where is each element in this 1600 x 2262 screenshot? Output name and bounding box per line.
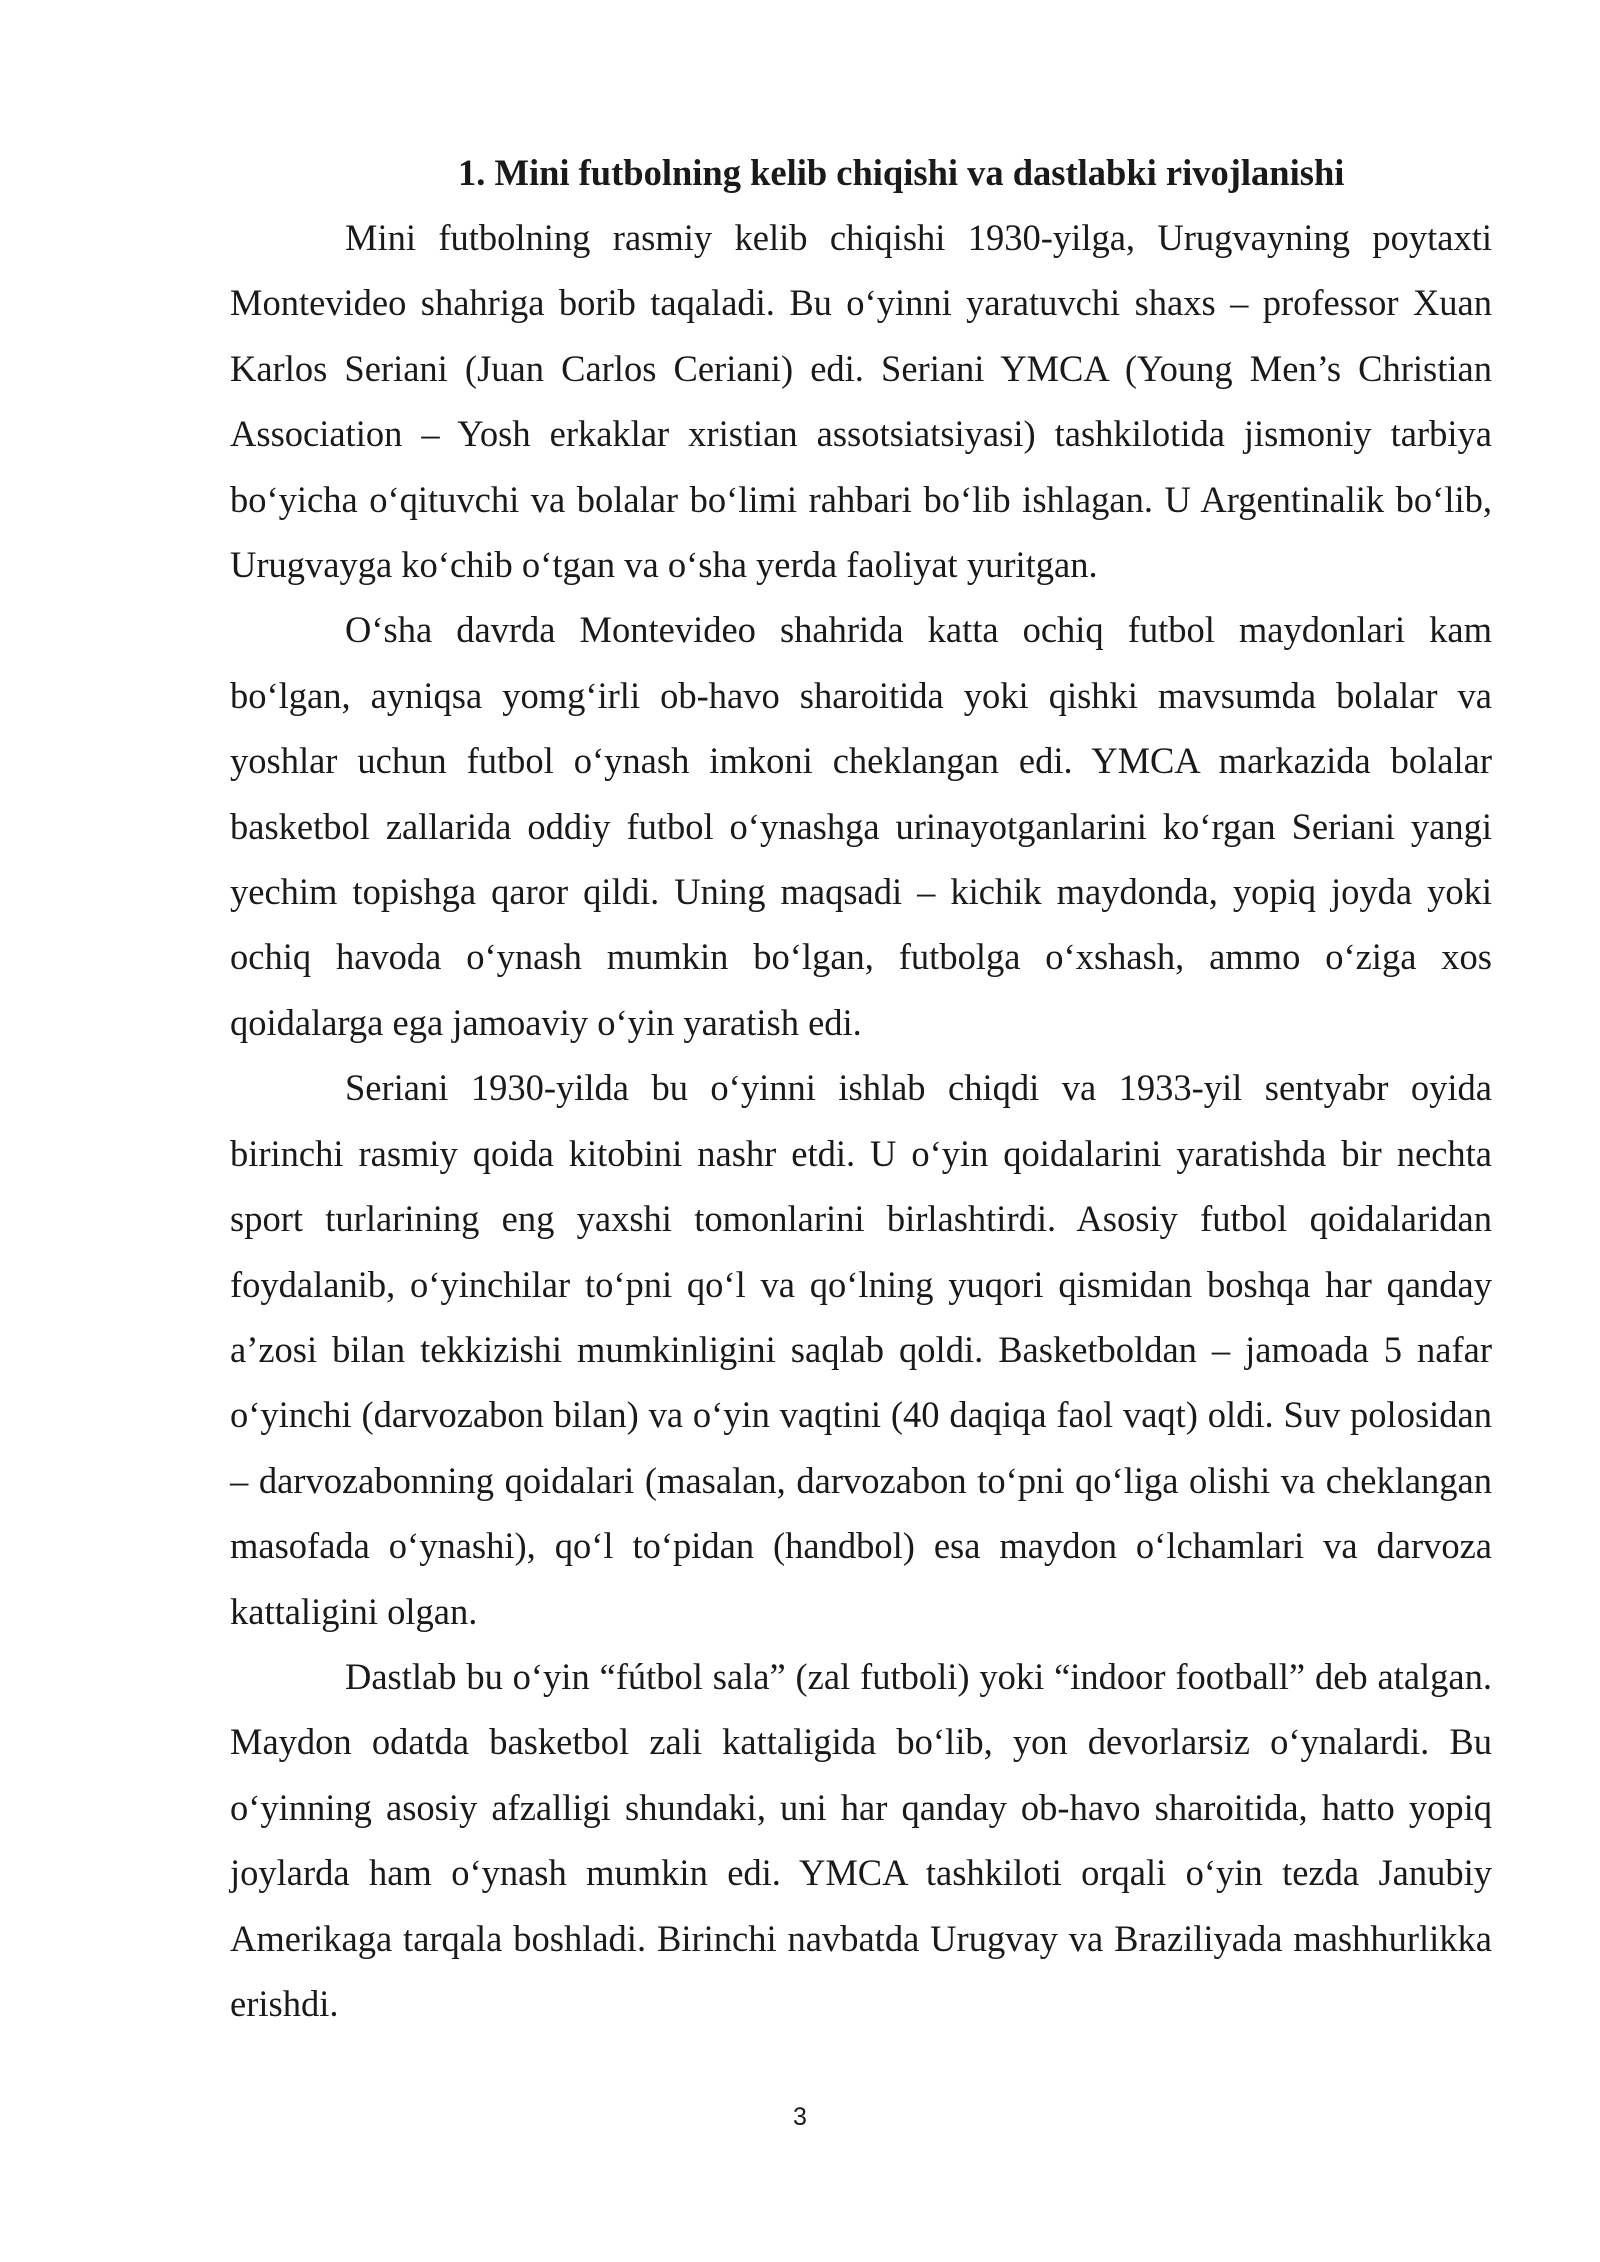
page-number: 3: [793, 2103, 807, 2131]
section-heading: 1. Mini futbolning kelib chiqishi va dastlabki rivojlanishi: [458, 152, 1345, 193]
paragraph-origin: Mini futbolning rasmiy kelib chiqishi 1930-yilga, Urugvayning poytaxti Montevideo shahriga borib taqaladi. Bu o‘yinni yaratuvchi shaxs – professor Xuan Karlos Seriani (Juan Carlos Ceriani) edi. Seriani YMCA (Young Men’s Christian Association – Yosh erkaklar xristian assotsiatsiyasi) tashkilotida jismoniy tarbiya bo‘yicha o‘qituvchi va bolalar bo‘limi rahbari bo‘lib ishlagan. U Argentinalik bo‘lib, Urugvayga ko‘chib o‘tgan va o‘sha yerda faoliyat yuritgan.: [230, 217, 1492, 586]
paragraph-rules: Seriani 1930-yilda bu o‘yinni ishlab chiqdi va 1933-yil sentyabr oyida birinchi rasmiy qoida kitobini nashr etdi. U o‘yin qoidalarini yaratishda bir nechta sport turlarining eng yaxshi tomonlarini birlashtirdi. Asosiy futbol qoidalaridan foydalanib, o‘yinchilar to‘pni qo‘l va qo‘lning yuqori qismidan boshqa har qanday a’zosi bilan tekkizishi mumkinligini saqlab qoldi. Basketboldan – jamoada 5 nafar o‘yinchi (darvozabon bilan) va o‘yin vaqtini (40 daqiqa faol vaqt) oldi. Suv polosidan – darvozabonning qoidalari (masalan, darvozabon to‘pni qo‘liga olishi va cheklangan masofada o‘ynashi), qo‘l to‘pidan (handbol) esa maydon o‘lchamlari va darvoza kattaligini olgan.: [230, 1067, 1492, 1632]
document-page: [230, 140, 1492, 2036]
paragraph-spread: Dastlab bu o‘yin “fútbol sala” (zal futboli) yoki “indoor football” deb atalgan. Maydon odatda basketbol zali kattaligida bo‘lib, yon devorlarsiz o‘ynalardi. Bu o‘yinning asosiy afzalligi shundaki, uni har qanday ob-havo sharoitida, hatto yopiq joylarda ham o‘ynash mumkin edi. YMCA tashkiloti orqali o‘yin tezda Janubiy Amerikaga tarqala boshladi. Birinchi navbatda Urugvay va Braziliyada mashhurlikka erishdi.: [230, 1655, 1492, 2024]
paragraph-motivation: O‘sha davrda Montevideo shahrida katta ochiq futbol maydonlari kam bo‘lgan, ayniqsa yomg‘irli ob-havo sharoitida yoki qishki mavsumda bolalar va yoshlar uchun futbol o‘ynash imkoni cheklangan edi. YMCA markazida bolalar basketbol zallarida oddiy futbol o‘ynashga urinayotganlarini ko‘rgan Seriani yangi yechim topishga qaror qildi. Uning maqsadi – kichik maydonda, yopiq joyda yoki ochiq havoda o‘ynash mumkin bo‘lgan, futbolga o‘xshash, ammo o‘ziga xos qoidalarga ega jamoaviy o‘yin yaratish edi.: [230, 609, 1492, 1043]
